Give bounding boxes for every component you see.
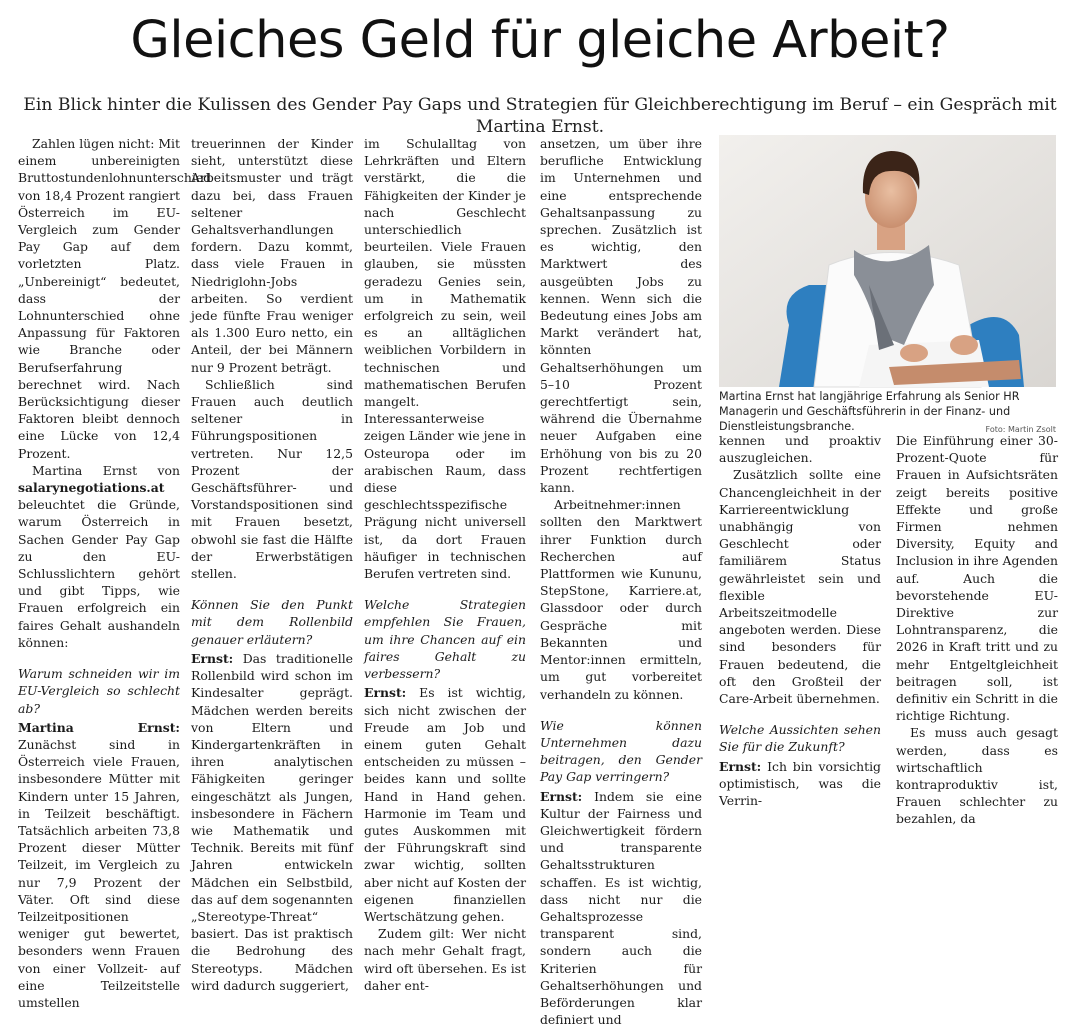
speaker-label: Ernst: [364, 685, 407, 701]
answer-3 [364, 684, 526, 925]
column-5 [719, 432, 881, 809]
photo-credit: Foto: Martin Zsolt [985, 425, 1056, 434]
paragraph: Zusätzlich sollte eine Chancengleichheit in der Karriereentwicklung unabhängig von Geschlecht oder familiärem Status gewährleistet sein und flexible Arbeitszeitmodelle angeboten werden. Diese sind besonders für Frauen bedeutend, die oft den Großteil der Care-Arbeit übernehmen. [719, 467, 881, 707]
column-6 [896, 432, 1058, 828]
question-3: Welche Strategien empfehlen Sie Frauen, um ihre Chancen auf ein faires Gehalt zu verbessern? [364, 597, 526, 682]
speaker-label: Ernst: [540, 788, 583, 804]
speaker-label: Ernst: [191, 650, 234, 666]
question-5: Welche Aussichten sehen Sie für die Zukunft? [719, 722, 881, 755]
answer-text: Es ist wichtig, sich nicht zwischen der Freude am Job und einem guten Gehalt entscheiden zu müssen – beides kann und sollte Hand in Hand gehen. Harmonie im Team und gutes Auskommen mit der Führungskraft sind zwar wichtig, sollten aber nicht auf Kosten der eigenen finanziellen Wertschätzung gehen. [364, 685, 526, 924]
answer-text: Indem sie eine Kultur der Fairness und Gleichwertigkeit fördern und transparente Gehaltsstrukturen schaffen. Es ist wichtig, dass nicht nur die Gehaltsprozesse transparent sind, sondern auch die Kriterien für Gehaltserhöhungen und Beförderungen klar definiert und [540, 788, 702, 1028]
paragraph: ansetzen, um über ihre berufliche Entwicklung im Unternehmen und eine entsprechende Gehaltsanpassung zu sprechen. Zusätzlich ist es wichtig, den Marktwert des ausgeübten Jobs zu kennen. Wenn sich die Bedeutung eines Jobs am Markt verändert hat, könnten Gehaltserhöhungen um 5–10 Prozent gerechtfertigt sein, während die Übernahme neuer Aufgaben eine Erhöhung von bis zu 20 Prozent rechtfertigen kann. [540, 136, 702, 496]
paragraph: kennen und proaktiv auszugleichen. [719, 433, 881, 466]
paragraph: Arbeitnehmer:innen sollten den Marktwert ihrer Funktion durch Recherchen auf Plattformen wie Kununu, StepStone, Karriere.at, Glassdoor oder durch Gespräche mit Bekannten und Mentor:innen ermitteln, um gut vorbereitet verhandeln zu können. [540, 497, 702, 702]
question-4: Wie können Unternehmen dazu beitragen, den Gender Pay Gap verringern? [540, 717, 702, 785]
column-1 [18, 135, 212, 1011]
website-name: salarynegotiations.at [18, 480, 165, 496]
portrait-photo [719, 135, 1056, 387]
speaker-label: Martina Ernst: [18, 719, 180, 735]
answer-text: Ich bin vorsichtig optimistisch, was die Verrin- [719, 758, 881, 809]
intro-paragraph: Zahlen lügen nicht: Mit einem unbereinigten Bruttostundenlohnunterschied von 18,4 Prozent rangiert Österreich im EU-Vergleich zum Gender Pay Gap auf dem vorletzten Platz. „Unbereinigt“ bedeutet, dass der Lohnunterschied ohne Anpassung für Faktoren wie Branche oder Berufserfahrung berechnet wird. Nach Berücksichtigung dieser Faktoren bleibt dennoch eine Lücke von 12,4 Prozent. [18, 136, 212, 461]
author-intro-paragraph [18, 462, 180, 651]
question-2: Können Sie den Punkt mit dem Rollenbild genauer erläutern? [191, 597, 353, 647]
caption-text: Martina Ernst hat langjährige Erfahrung als Senior HR Managerin und Geschäftsführerin in der Finanz- und Dienstleistungsbranche. [719, 390, 1020, 433]
portrait-illustration [719, 135, 1056, 387]
paragraph: Es muss auch gesagt werden, dass es wirtschaftlich kontraproduktiv ist, Frauen schlechter zu bezahlen, da [896, 725, 1058, 827]
paragraph: treuerinnen der Kinder sieht, unterstützt diese Arbeitsmuster und trägt dazu bei, dass Frauen seltener Gehaltsverhandlungen fordern. Dazu kommt, dass viele Frauen in Niedriglohn-Jobs arbeiten. So verdient jede fünfte Frau weniger als 1.300 Euro netto, ein Anteil, der bei Männern nur 9 Prozent beträgt. [191, 136, 353, 375]
author-intro-text: Martina Ernst von [32, 462, 180, 478]
answer-1 [18, 719, 180, 1011]
answer-text: Das traditionelle Rollenbild wird schon im Kindesalter geprägt. Mädchen werden bereits von Eltern und Kindergartenkräften in ihren analytischen Fähigkeiten geringer eingeschätzt als Jungen, insbesondere in Fächern wie Mathematik und Technik. Bereits mit fünf Jahren entwickeln Mädchen ein Selbstbild, das auf dem sogenannten „Stereotype-Threat“ basiert. Das ist praktisch die Bedrohung des Stereotyps. Mädchen wird dadurch suggeriert, [191, 650, 353, 993]
answer-4 [540, 788, 702, 1028]
author-intro-text-rest: beleuchtet die Gründe, warum Österreich in Sachen Gender Pay Gap zu den EU-Schlusslichtern gehört und gibt Tipps, wie Frauen erfolgreich ein faires Gehalt aushandeln können: [18, 497, 180, 650]
photo-caption [719, 389, 1056, 437]
column-3 [364, 135, 526, 994]
speaker-label: Ernst: [719, 758, 762, 774]
question-1: Warum schneiden wir im EU-Vergleich so schlecht ab? [18, 666, 180, 716]
answer-2 [191, 650, 353, 994]
subtitle: Ein Blick hinter die Kulissen des Gender Pay Gaps und Strategien für Gleichberechtigung im Beruf – ein Gespräch mit Martina Ernst. [23, 95, 1057, 137]
column-4 [540, 135, 702, 1028]
paragraph: im Schulalltag von Lehrkräften und Eltern verstärkt, die die Fähigkeiten der Kinder je nach Geschlecht unterschiedlich beurteilen. Viele Frauen glauben, sie müssten geradezu Genies sein, um in Mathematik erfolgreich zu sein, weil es an alltäglichen weiblichen Vorbildern in technischen und mathematischen Berufen mangelt. Interessanterweise zeigen Länder wie jene in Osteuropa oder im arabischen Raum, dass diese geschlechtsspezifische Prägung nicht universell ist, da dort Frauen häufiger in technischen Berufen vertreten sind. [364, 136, 526, 582]
answer-5 [719, 758, 881, 810]
column-2 [191, 135, 353, 994]
answer-text: Zunächst sind in Österreich viele Frauen, insbesondere Mütter mit Kindern unter 15 Jahren, in Teilzeit beschäftigt. Tatsächlich arbeiten 73,8 Prozent dieser Mütter Teilzeit, im Vergleich zu nur 7,9 Prozent der Väter. Oft sind diese Teilzeitpositionen weniger gut bewertet, besonders wenn Frauen von einer Vollzeit- auf eine Teilzeitstelle umstellen [18, 736, 180, 1010]
paragraph: Schließlich sind Frauen auch deutlich seltener in Führungspositionen vertreten. Nur 12,5 Prozent der Geschäftsführer- und Vorstandspositionen sind mit Frauen besetzt, obwohl sie fast die Hälfte der Erwerbstätigen stellen. [191, 376, 353, 582]
paragraph: Zudem gilt: Wer nicht nach mehr Gehalt fragt, wird oft übersehen. Es ist daher ent- [364, 926, 526, 993]
headline: Gleiches Geld für gleiche Arbeit? [130, 11, 950, 70]
paragraph: Die Einführung einer 30-Prozent-Quote für Frauen in Aufsichtsräten zeigt bereits positive Effekte und große Firmen nehmen Diversity, Equity and Inclusion in ihre Agenden auf. Auch die bevorstehende EU-Direktive zur Lohntransparenz, die 2026 in Kraft tritt und zu mehr Entgeltgleichheit beitragen soll, ist definitiv ein Schritt in die richtige Richtung. [896, 433, 1058, 724]
